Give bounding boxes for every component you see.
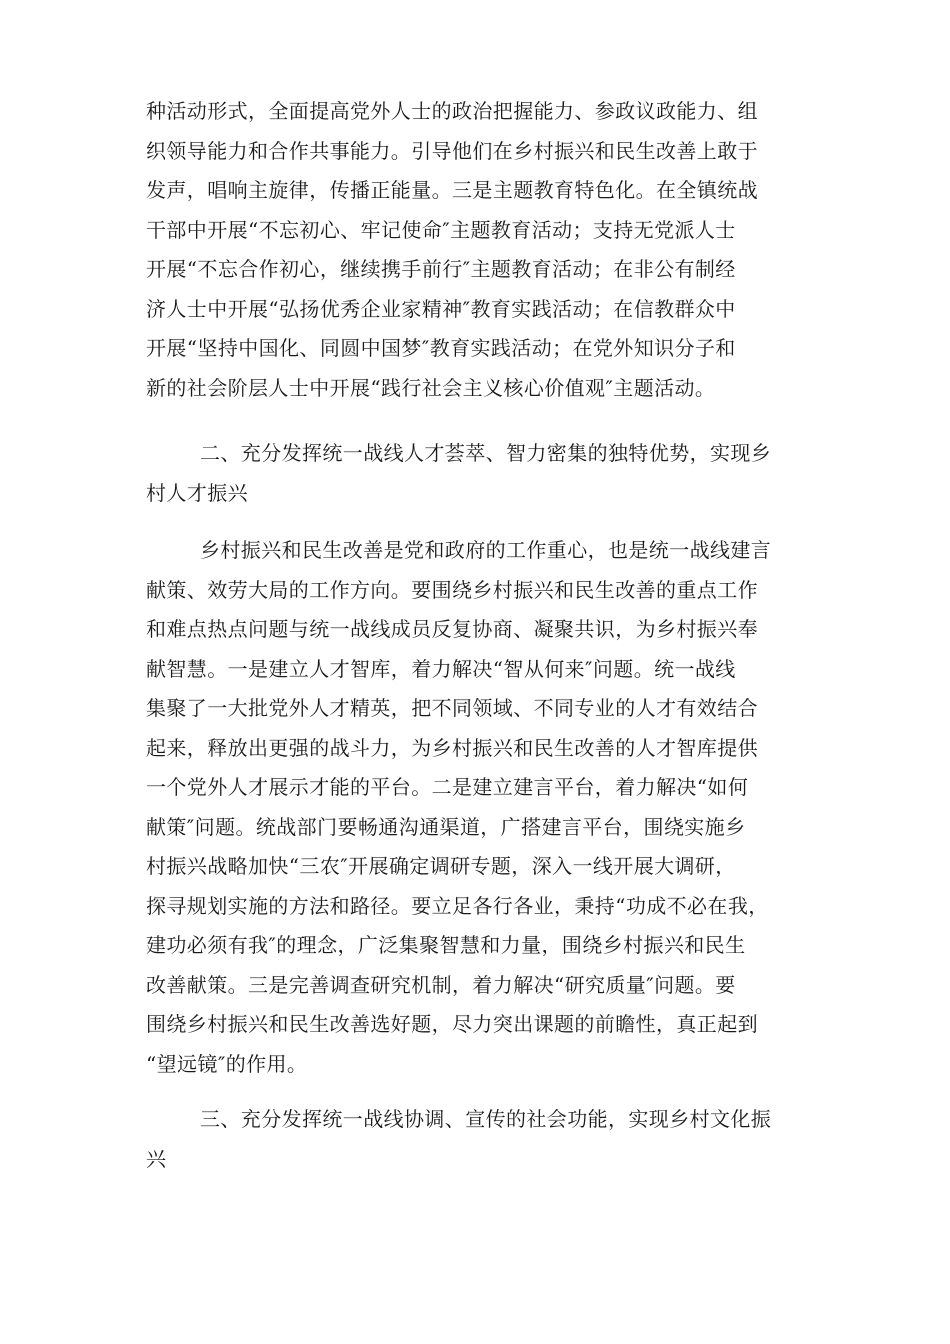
- paragraph-line: 改善献策。三是完善调查研究机制，着力解决“研究质量″问题。要: [146, 972, 736, 997]
- paragraph-line: 济人士中开展“弘扬优秀企业家精神″教育实践活动；在信教群众中: [146, 296, 736, 321]
- paragraph-line: 村振兴战略加快“三农″开展确定调研专题，深入一线开展大调研，: [146, 854, 736, 878]
- section-heading-3: [146, 1100, 816, 1179]
- paragraph-1: [146, 92, 816, 408]
- paragraph-2: [146, 531, 816, 1084]
- section-heading-2: [146, 434, 816, 513]
- paragraph-line: 乡村振兴和民生改善是党和政府的工作重心，也是统一战线建言: [200, 538, 772, 562]
- paragraph-line: 发声，唱响主旋律，传播正能量。三是主题教育特色化。在全镇统战: [146, 178, 758, 202]
- paragraph-line: 建功必须有我″的理念，广泛集聚智慧和力量，围绕乡村振兴和民生: [146, 933, 746, 957]
- paragraph-line: 献策″问题。统战部门要畅通沟通渠道，广搭建言平台，围绕实施乡: [146, 814, 746, 839]
- heading-line: 二、充分发挥统一战线人才荟萃、智力密集的独特优势，实现乡: [200, 441, 772, 465]
- heading-line: 村人才振兴: [146, 480, 248, 505]
- paragraph-line: 起来，释放出更强的战斗力，为乡村振兴和民生改善的人才智库提供: [146, 735, 758, 760]
- paragraph-line: 织领导能力和合作共事能力。引导他们在乡村振兴和民生改善上敢于: [146, 138, 758, 163]
- paragraph-line: 围绕乡村振兴和民生改善选好题，尽力突出课题的前瞻性，真正起到: [146, 1012, 758, 1036]
- paragraph-line: 开展“不忘合作初心，继续携手前行″主题教育活动；在非公有制经: [146, 257, 736, 281]
- paragraph-line: 探寻规划实施的方法和路径。要立足各行各业，秉持“功成不必在我，: [146, 893, 769, 918]
- paragraph-line: “望远镜″的作用。: [146, 1051, 308, 1076]
- paragraph-line: 新的社会阶层人士中开展“践行社会主义核心价值观″主题活动。: [146, 375, 716, 400]
- paragraph-line: 一个党外人才展示才能的平台。二是建立建言平台，着力解决“如何: [146, 775, 749, 799]
- heading-line: 兴: [146, 1146, 167, 1171]
- paragraph-line: 集聚了一大批党外人才精英，把不同领域、不同专业的人才有效结合: [146, 696, 758, 720]
- paragraph-line: 和难点热点问题与统一战线成员反复协商、凝聚共识，为乡村振兴奉: [146, 617, 758, 641]
- paragraph-line: 干部中开展“不忘初心、牢记使命″主题教育活动；支持无党派人士: [146, 217, 736, 242]
- paragraph-line: 种活动形式，全面提高党外人士的政治把握能力、参政议政能力、组: [146, 99, 758, 123]
- paragraph-line: 献智慧。一是建立人才智库，着力解决“智从何来″问题。统一战线: [146, 656, 736, 681]
- paragraph-line: 献策、效劳大局的工作方向。要围绕乡村振兴和民生改善的重点工作: [146, 577, 758, 602]
- paragraph-line: 开展“坚持中国化、同圆中国梦″教育实践活动；在党外知识分子和: [146, 336, 736, 360]
- heading-line: 三、充分发挥统一战线协调、宣传的社会功能，实现乡村文化振: [200, 1107, 772, 1131]
